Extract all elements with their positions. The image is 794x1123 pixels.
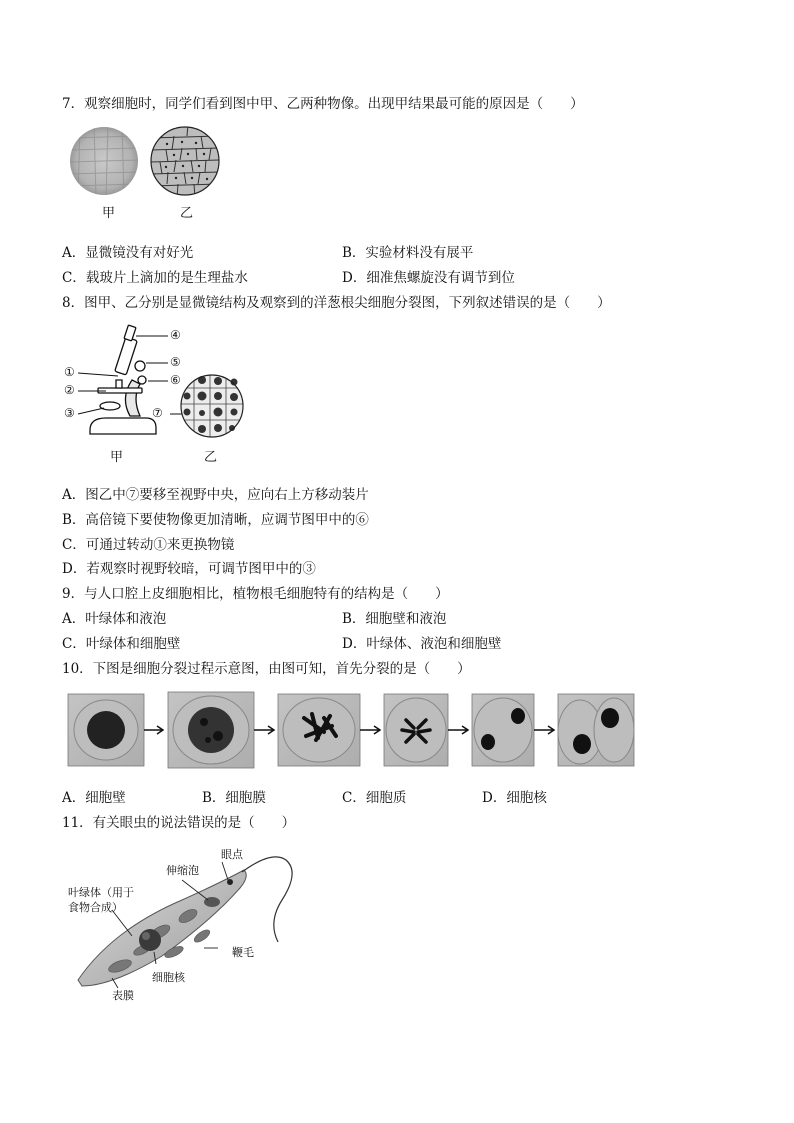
q8-label-3: ③ — [64, 406, 75, 420]
q10-stage-3 — [278, 694, 360, 766]
q10-arrow-2 — [254, 726, 274, 734]
q8-option-b[interactable]: B．高倍镜下要使物像更加清晰，应调节图甲中的⑥ — [62, 512, 369, 528]
q8-label-7: ⑦ — [152, 406, 163, 420]
q8-stem: 8．图甲、乙分别是显微镜结构及观察到的洋葱根尖细胞分裂图，下列叙述错误的是（ ） — [62, 295, 611, 311]
q7-caption-jia: 甲 — [102, 206, 116, 221]
q9-option-a[interactable]: A．叶绿体和液泡 — [62, 611, 167, 627]
q11-label-chloroplast-line2: 食物合成） — [68, 901, 123, 914]
q9-option-b[interactable]: B．细胞壁和液泡 — [342, 611, 447, 627]
q8-image-yi — [180, 374, 244, 438]
q11-label-flagellum: 鞭毛 — [232, 946, 254, 959]
q7-option-c[interactable]: C．载玻片上滴加的是生理盐水 — [62, 270, 248, 286]
q10-stage-6 — [558, 694, 634, 766]
q11-label-nucleus: 细胞核 — [152, 971, 185, 984]
q10-arrow-1 — [144, 726, 163, 734]
q11-label-chloroplast-line1: 叶绿体（用于 — [68, 886, 134, 899]
q7-option-a[interactable]: A．显微镜没有对好光 — [62, 245, 194, 261]
q10-stage-1 — [68, 694, 144, 766]
q10-stage-4 — [384, 694, 448, 766]
q7-image-yi — [151, 124, 219, 198]
q10-stage-5 — [472, 694, 534, 766]
q10-option-c[interactable]: C．细胞质 — [342, 790, 407, 806]
q10-option-d[interactable]: D．细胞核 — [482, 790, 547, 806]
q11-stem: 11．有关眼虫的说法错误的是（ ） — [62, 815, 296, 831]
q11-label-eyespot: 眼点 — [221, 848, 243, 861]
q7-stem: 7．观察细胞时，同学们看到图中甲、乙两种物像。出现甲结果最可能的原因是（ ） — [62, 96, 584, 112]
q7-option-d[interactable]: D．细准焦螺旋没有调节到位 — [342, 270, 515, 286]
q10-arrow-4 — [448, 726, 468, 734]
q8-caption-yi: 乙 — [204, 450, 218, 465]
q10-arrow-3 — [360, 726, 380, 734]
q10-stage-2 — [168, 692, 254, 768]
q8-option-c[interactable]: C．可通过转动①来更换物镜 — [62, 537, 235, 553]
q8-label-4: ④ — [170, 328, 181, 342]
q7-figure — [66, 124, 226, 200]
q8-microscope-figure — [60, 318, 260, 448]
q8-caption-jia: 甲 — [110, 450, 124, 465]
q8-label-6: ⑥ — [170, 373, 181, 387]
q8-option-a[interactable]: A．图乙中⑦要移至视野中央，应向右上方移动装片 — [62, 487, 369, 503]
q7-option-b[interactable]: B．实验材料没有展平 — [342, 245, 474, 261]
q10-stem: 10．下图是细胞分裂过程示意图，由图可知，首先分裂的是（ ） — [62, 661, 471, 677]
q7-image-jia — [70, 124, 138, 198]
q9-option-d[interactable]: D．叶绿体、液泡和细胞壁 — [342, 636, 502, 652]
q8-label-5: ⑤ — [170, 355, 181, 369]
q9-stem: 9．与人口腔上皮细胞相比，植物根毛细胞特有的结构是（ ） — [62, 586, 449, 602]
q8-label-2: ② — [64, 383, 75, 397]
q10-option-b[interactable]: B．细胞膜 — [202, 790, 266, 806]
q9-option-c[interactable]: C．叶绿体和细胞壁 — [62, 636, 181, 652]
q7-caption-yi: 乙 — [180, 206, 194, 221]
q11-label-contractile-vacuole: 伸缩泡 — [166, 864, 199, 877]
q8-label-1: ① — [64, 365, 75, 379]
q10-option-a[interactable]: A．细胞壁 — [62, 790, 126, 806]
q10-division-figure — [68, 692, 634, 768]
q8-option-d[interactable]: D．若观察时视野较暗，可调节图甲中的③ — [62, 561, 316, 577]
q10-arrow-5 — [534, 726, 554, 734]
q11-label-membrane: 表膜 — [112, 989, 134, 1002]
